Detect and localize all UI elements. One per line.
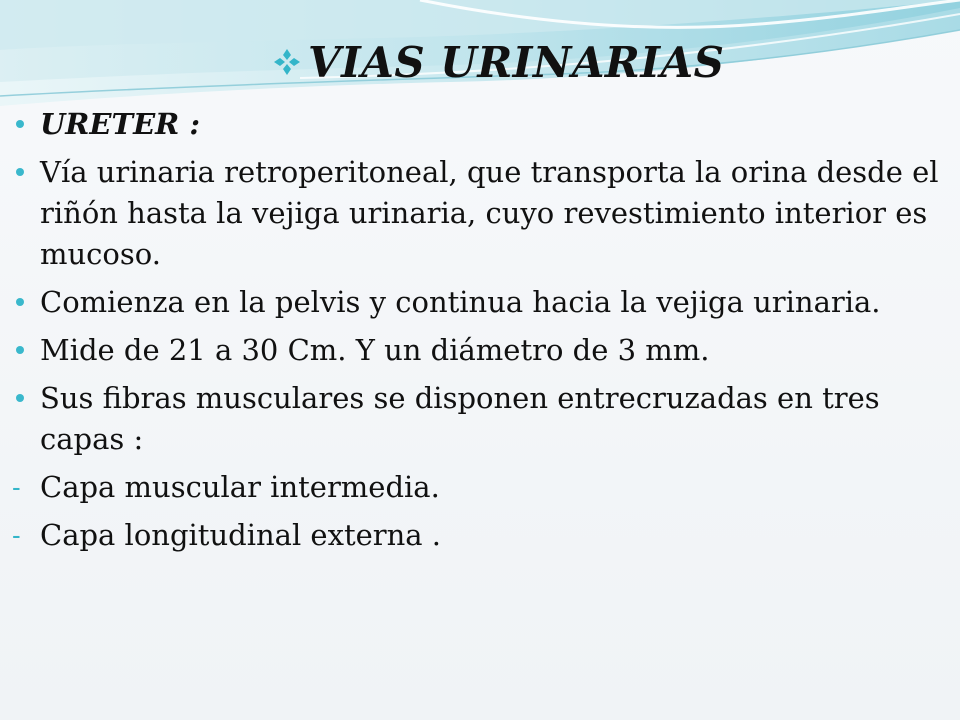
bullet-item [12,282,947,323]
item-text: Comienza en la pelvis y continua hacia la vejiga urinaria. [40,285,881,319]
diamond-bullet-icon [272,47,302,77]
slide-title [272,32,724,92]
item-text: URETER : [40,107,201,141]
dash-marker: - [12,472,21,502]
dash-item [12,515,947,556]
item-text: Vía urinaria retroperitoneal, que transporta la orina desde el riñón hasta la vejiga urinaria, cuyo revestimiento interior es mucoso. [40,155,939,271]
dash-marker: - [12,520,21,550]
slide-body [12,104,947,563]
bullet-item [12,152,947,275]
bullet-item-heading [12,104,947,145]
item-text: Mide de 21 a 30 Cm. Y un diámetro de 3 mm. [40,333,710,367]
dash-item [12,467,947,508]
bullet-item [12,330,947,371]
slide-title-text: VIAS URINARIAS [308,37,725,87]
item-text: Sus fibras musculares se disponen entrecruzadas en tres capas : [40,381,880,456]
item-text: Capa muscular intermedia. [40,470,440,504]
item-text: Capa longitudinal externa . [40,518,442,552]
bullet-item [12,378,947,460]
